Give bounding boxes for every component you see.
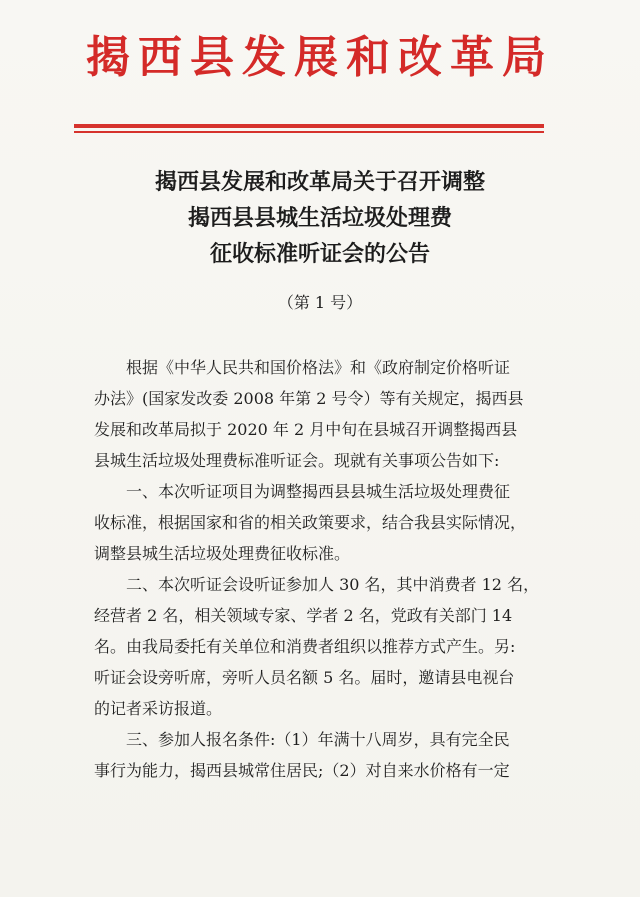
body-line: 县城生活垃圾处理费标准听证会。现就有关事项公告如下:	[94, 451, 500, 470]
body-line: 三、参加人报名条件:（1）年满十八周岁，具有完全民	[94, 730, 510, 749]
body-line: 事行为能力，揭西县城常住居民;（2）对自来水价格有一定	[94, 761, 510, 780]
body-line: 听证会设旁听席，旁听人员名额 5 名。届时，邀请县电视台	[94, 668, 515, 687]
title-line-2: 揭西县县城生活垃圾处理费	[187, 205, 452, 231]
title-line-3: 征收标准听证会的公告	[209, 241, 430, 267]
body-line: 一、本次听证项目为调整揭西县县城生活垃圾处理费征	[94, 482, 511, 501]
body-line: 根据《中华人民共和国价格法》和《政府制定价格听证	[94, 358, 511, 377]
body-line: 经营者 2 名，相关领域专家、学者 2 名，党政有关部门 14	[94, 606, 513, 625]
red-divider-thin	[74, 131, 544, 133]
title-line-1: 揭西县发展和改革局关于召开调整	[154, 169, 485, 195]
red-divider-thick	[74, 124, 544, 128]
body-line: 调整县城生活垃圾处理费征收标准。	[94, 544, 351, 563]
body-line: 名。由我局委托有关单位和消费者组织以推荐方式产生。另:	[94, 637, 516, 656]
agency-header: 揭西县发展和改革局	[86, 32, 554, 83]
document-title	[0, 164, 640, 272]
body-line: 的记者采访报道。	[94, 699, 223, 718]
document-number: （第 1 号）	[277, 293, 363, 312]
body-line: 办法》(国家发改委 2008 年第 2 号令）等有关规定，揭西县	[94, 389, 524, 408]
body-line: 二、本次听证会设听证参加人 30 名，其中消费者 12 名，	[94, 575, 540, 594]
body-line: 收标准，根据国家和省的相关政策要求，结合我县实际情况，	[94, 513, 527, 532]
body-line: 发展和改革局拟于 2020 年 2 月中旬在县城召开调整揭西县	[94, 420, 518, 439]
document-body	[94, 352, 560, 786]
